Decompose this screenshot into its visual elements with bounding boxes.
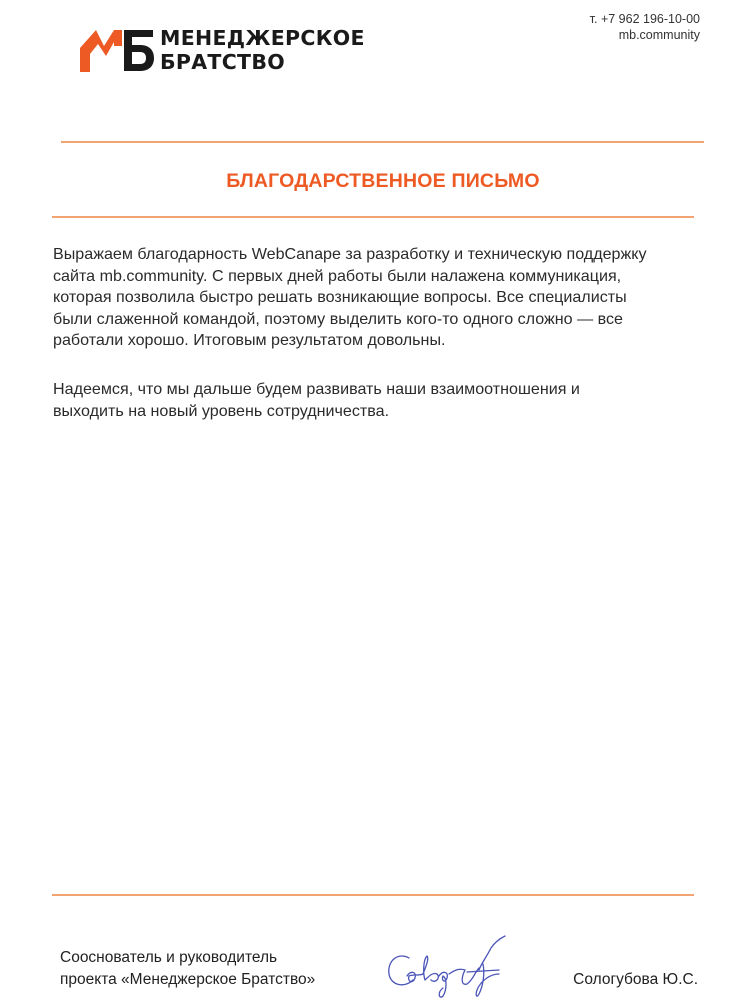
logo-wordmark	[160, 26, 365, 74]
logo-name-line1: МЕНЕДЖЕРСКОЕ	[160, 26, 365, 50]
letter-paragraph-2	[53, 379, 713, 422]
header-divider	[61, 141, 704, 143]
paragraph-line: Выражаем благодарность WebCanape за разработку и техническую поддержку	[53, 245, 647, 263]
contact-site: mb.community	[618, 28, 700, 42]
paragraph-line: Надеемся, что мы дальше будем развивать наши взаимоотношения и	[53, 380, 580, 398]
logo-monogram-icon	[80, 26, 154, 72]
signer-role	[60, 947, 315, 991]
signer-role-line2: проекта «Менеджерское Братство»	[60, 971, 316, 988]
company-logo	[80, 26, 370, 76]
footer-divider	[52, 894, 694, 896]
contact-phone: т. +7 962 196-10-00	[589, 12, 700, 26]
contact-block	[590, 11, 700, 43]
signer-role-line1: Сооснователь и руководитель	[60, 949, 278, 966]
letter-paragraph-1	[53, 244, 713, 352]
paragraph-line: работали хорошо. Итоговым результатом довольны.	[53, 331, 446, 349]
signer-name: Сологубова Ю.С.	[573, 971, 698, 988]
paragraph-line: выходить на новый уровень сотрудничества.	[53, 401, 390, 420]
logo-name-line2: БРАТСТВО	[160, 50, 285, 74]
paragraph-line: сайта mb.community. С первых дней работы были налажена коммуникация,	[53, 266, 622, 285]
paragraph-line: были слаженной командой, поэтому выделить кого-то одного сложно — все	[53, 309, 624, 328]
title-divider	[52, 216, 694, 218]
letter-title: БЛАГОДАРСТВЕННОЕ ПИСЬМО	[226, 170, 540, 192]
handwritten-signature	[383, 934, 523, 1000]
paragraph-line: которая позволила быстро решать возникающие вопросы. Все специалисты	[53, 288, 627, 306]
